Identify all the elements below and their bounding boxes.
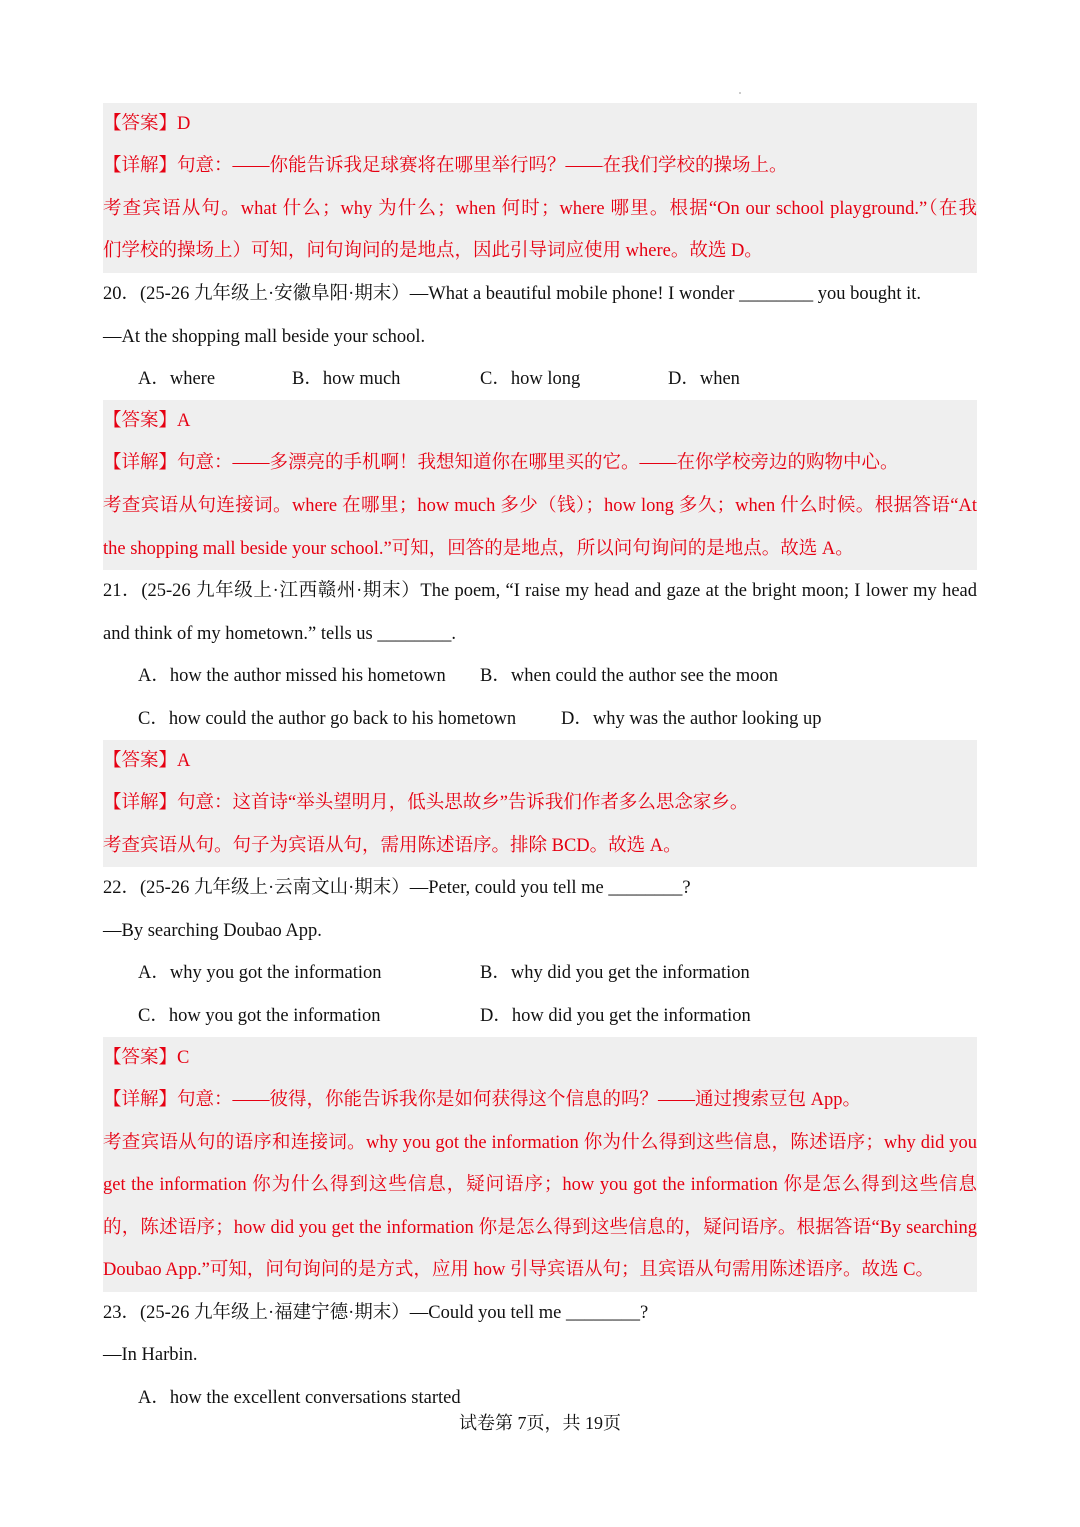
q22-explanation-3: 的，陈述语序；how did you get the information 你是怎么得到这些信息的，疑问语序。根据答语“By searching <box>103 1218 977 1238</box>
q20-stem-1: 20．(25-26 九年级上·安徽阜阳·期末）—What a beautiful mobile phone! I wonder ________ you bought it. <box>103 284 921 304</box>
q20-explanation-1: 考查宾语从句连接词。where 在哪里；how much 多少（钱）；how long 多久；when 什么时候。根据答语“At <box>103 496 977 516</box>
q20-option-c: C．how long <box>480 369 581 389</box>
q23-stem-2: —In Harbin. <box>103 1345 198 1365</box>
q22-explanation-4: Doubao App.”可知，问句询问的是方式，应用 how 引导宾语从句；且宾语从句需用陈述语序。故选 C。 <box>103 1260 934 1280</box>
q19-explanation-2: 们学校的操场上）可知，问句询问的是地点，因此引导词应使用 where。故选 D。 <box>103 241 763 261</box>
q20-option-d: D．when <box>668 369 740 389</box>
q20-option-b: B．how much <box>292 369 401 389</box>
q20-stem-2: —At the shopping mall beside your school. <box>103 327 426 347</box>
q19-explanation-1: 考查宾语从句。what 什么；why 为什么；when 何时；where 哪里。根据“On our school playground.”（在我 <box>103 199 977 219</box>
q21-stem-1: 21．(25-26 九年级上·江西赣州·期末）The poem, “I raise my head and gaze at the bright moon; I lower my head <box>103 581 977 601</box>
q20-detail: 【详解】句意：——多漂亮的手机啊！我想知道你在哪里买的它。——在你学校旁边的购物中心。 <box>103 453 899 473</box>
q22-option-b: B．why did you get the information <box>480 963 750 983</box>
q20-explanation-2: the shopping mall beside your school.”可知，回答的是地点，所以问句询问的是地点。故选 A。 <box>103 539 854 559</box>
q20-option-a: A．where <box>138 369 216 389</box>
page-footer: 试卷第 7页，共 19页 <box>459 1413 621 1433</box>
q22-explanation-2: get the information 你为什么得到这些信息，疑问语序；how you got the information 你是怎么得到这些信息 <box>103 1175 977 1195</box>
answer-block-q22 <box>103 1037 977 1292</box>
q21-stem-2: and think of my hometown.” tells us ________. <box>103 624 457 644</box>
q20-answer: 【答案】A <box>103 411 191 431</box>
q22-stem-1: 22．(25-26 九年级上·云南文山·期末）—Peter, could you tell me ________? <box>103 878 691 898</box>
q22-answer: 【答案】C <box>103 1048 190 1068</box>
q21-option-b: B．when could the author see the moon <box>480 666 778 686</box>
q23-stem-1: 23．(25-26 九年级上·福建宁德·期末）—Could you tell me ________? <box>103 1303 649 1323</box>
q21-explanation-1: 考查宾语从句。句子为宾语从句，需用陈述语序。排除 BCD。故选 A。 <box>103 836 682 856</box>
q22-option-a: A．why you got the information <box>138 963 382 983</box>
q22-explanation-1: 考查宾语从句的语序和连接词。why you got the information 你为什么得到这些信息，陈述语序；why did you <box>103 1133 977 1153</box>
q21-option-d: D．why was the author looking up <box>561 709 822 729</box>
q23-option-a: A．how the excellent conversations started <box>138 1388 461 1408</box>
q22-detail: 【详解】句意：——彼得，你能告诉我你是如何获得这个信息的吗？——通过搜索豆包 App。 <box>103 1090 861 1110</box>
q21-answer: 【答案】A <box>103 751 191 771</box>
q22-stem-2: —By searching Doubao App. <box>103 921 322 941</box>
q22-option-c: C．how you got the information <box>138 1006 381 1026</box>
q19-answer: 【答案】D <box>103 114 191 134</box>
scan-dot <box>739 92 741 94</box>
q21-option-a: A．how the author missed his hometown <box>138 666 446 686</box>
q21-detail: 【详解】句意：这首诗“举头望明月，低头思故乡”告诉我们作者多么思念家乡。 <box>103 793 749 813</box>
q22-option-d: D．how did you get the information <box>480 1006 751 1026</box>
q21-option-c: C．how could the author go back to his hometown <box>138 709 517 729</box>
q19-detail: 【详解】句意：——你能告诉我足球赛将在哪里举行吗？——在我们学校的操场上。 <box>103 156 788 176</box>
